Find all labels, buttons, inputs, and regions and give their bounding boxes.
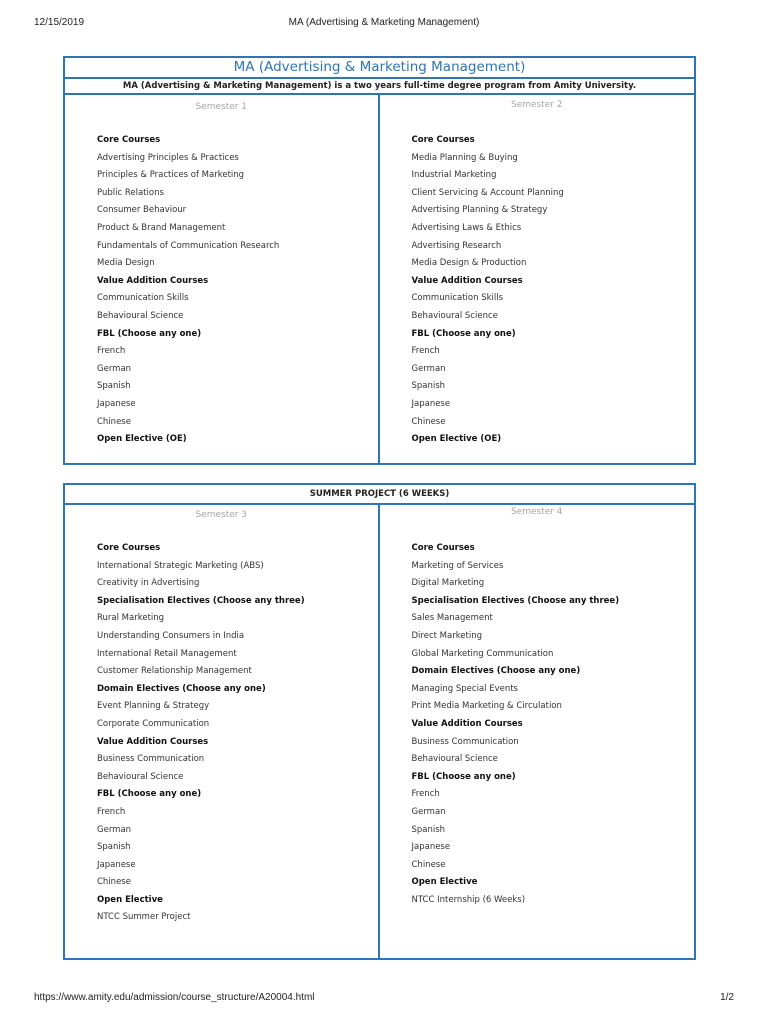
course-group-heading: Value Addition Courses [411,275,523,286]
semester-4-label: Semester 4 [510,507,563,517]
summer-project-table [63,483,696,960]
course-item: Advertising Planning & Strategy [411,205,548,216]
course-group-heading: Core Courses [97,543,161,553]
course-group-heading: Domain Electives (Choose any one) [411,666,581,677]
course-item: Japanese [411,842,451,853]
course-group-heading: Domain Electives (Choose any one) [97,683,266,694]
course-item: Behavioural Science [97,771,184,782]
course-item: Media Design & Production [411,258,527,269]
course-item: NTCC Internship (6 Weeks) [411,894,526,905]
course-group-heading: FBL (Choose any one) [97,789,202,800]
course-item: Client Servicing & Account Planning [411,187,564,198]
course-item: Behavioural Science [411,310,498,321]
course-item: Communication Skills [97,293,189,304]
course-item: Media Design [97,258,155,269]
course-item: Chinese [411,859,446,870]
course-group-heading: Core Courses [97,135,161,145]
course-item: Advertising Principles & Practices [97,152,239,163]
semester-1-label: Semester 1 [195,102,248,112]
print-title: MA (Advertising & Marketing Management) [288,17,480,28]
course-item: Chinese [97,877,131,888]
semester-1-course-list [97,132,374,449]
semester-1-column [65,95,380,463]
semester-4-column [380,505,695,958]
course-item: Marketing of Services [411,560,504,571]
semester-4-course-list [412,540,691,909]
course-item: Event Planning & Strategy [97,701,210,712]
semester-2-course-list [412,132,691,449]
course-item: Principles & Practices of Marketing [97,170,245,181]
print-date: 12/15/2019 [34,17,85,28]
course-group-heading: Open Elective (OE) [411,434,502,445]
course-item: German [411,363,446,374]
semester-3-column [65,505,380,958]
course-item: Print Media Marketing & Circulation [411,701,562,712]
course-group-heading: Core Courses [411,135,475,145]
course-item: Fundamentals of Communication Research [97,240,280,251]
print-footer [34,992,734,1006]
course-group-heading: Value Addition Courses [411,718,523,729]
course-item: Direct Marketing [411,630,483,641]
course-group-heading: Open Elective [411,877,478,888]
course-item: Corporate Communication [97,718,210,729]
course-item: International Strategic Marketing (ABS) [97,560,264,571]
course-item: Sales Management [411,613,493,624]
semester-3-label: Semester 3 [195,510,248,520]
course-item: Chinese [97,416,131,427]
course-group-heading: FBL (Choose any one) [411,328,516,339]
course-group-heading: Value Addition Courses [97,275,209,286]
course-group-heading: Open Elective (OE) [97,434,187,445]
course-item: Managing Special Events [411,683,518,694]
course-item: Understanding Consumers in India [97,630,245,641]
semester-columns-lower [65,505,694,958]
course-item: French [97,346,126,357]
course-item: Spanish [411,824,446,835]
course-item: Advertising Laws & Ethics [411,222,522,233]
course-item: Product & Brand Management [97,222,226,233]
semester-2-label: Semester 2 [510,100,563,110]
course-item: Media Planning & Buying [411,152,518,163]
semester-2-column [380,95,695,463]
course-group-heading: Specialisation Electives (Choose any three) [411,595,620,606]
course-item: NTCC Summer Project [97,912,191,923]
course-item: Industrial Marketing [411,170,497,181]
course-item: Digital Marketing [411,578,485,589]
semester-3-course-list [97,540,374,927]
semester-columns [65,95,694,463]
course-item: Creativity in Advertising [97,578,200,589]
course-item: Global Marketing Communication [411,648,554,659]
course-item: Japanese [411,398,451,409]
course-item: Rural Marketing [97,613,165,624]
course-group-heading: Open Elective [97,894,163,905]
page-url: https://www.amity.edu/admission/course_structure/A20004.html [34,992,315,1003]
course-item: Japanese [97,859,136,870]
course-group-heading: Value Addition Courses [97,736,209,747]
course-item: Business Communication [97,754,205,765]
course-item: Communication Skills [411,293,504,304]
course-item: Spanish [97,842,131,853]
course-item: French [411,346,440,357]
program-description: MA (Advertising & Marketing Management) is a two years full-time degree program from Amity University. [65,79,694,95]
program-title: MA (Advertising & Marketing Management) [65,58,694,79]
course-item: Spanish [411,381,446,392]
course-item: German [411,806,446,817]
course-item: Japanese [97,398,136,409]
course-item: Consumer Behaviour [97,205,187,216]
print-header [34,17,734,31]
course-group-heading: FBL (Choose any one) [97,328,202,339]
course-item: Customer Relationship Management [97,666,252,677]
course-item: French [411,789,440,800]
course-item: German [97,824,132,835]
summer-project-title: SUMMER PROJECT (6 WEEKS) [65,485,694,505]
course-item: Behavioural Science [411,754,498,765]
program-overview-table [63,56,696,465]
course-item: French [97,806,126,817]
course-item: Business Communication [411,736,519,747]
course-item: Chinese [411,416,446,427]
page-number: 1/2 [720,992,734,1003]
course-item: Spanish [97,381,131,392]
course-group-heading: Core Courses [411,543,475,553]
course-group-heading: FBL (Choose any one) [411,771,516,782]
course-item: International Retail Management [97,648,237,659]
course-item: Advertising Research [411,240,502,251]
course-item: Public Relations [97,187,164,198]
course-group-heading: Specialisation Electives (Choose any three) [97,595,305,606]
course-item: German [97,363,132,374]
course-item: Behavioural Science [97,310,184,321]
